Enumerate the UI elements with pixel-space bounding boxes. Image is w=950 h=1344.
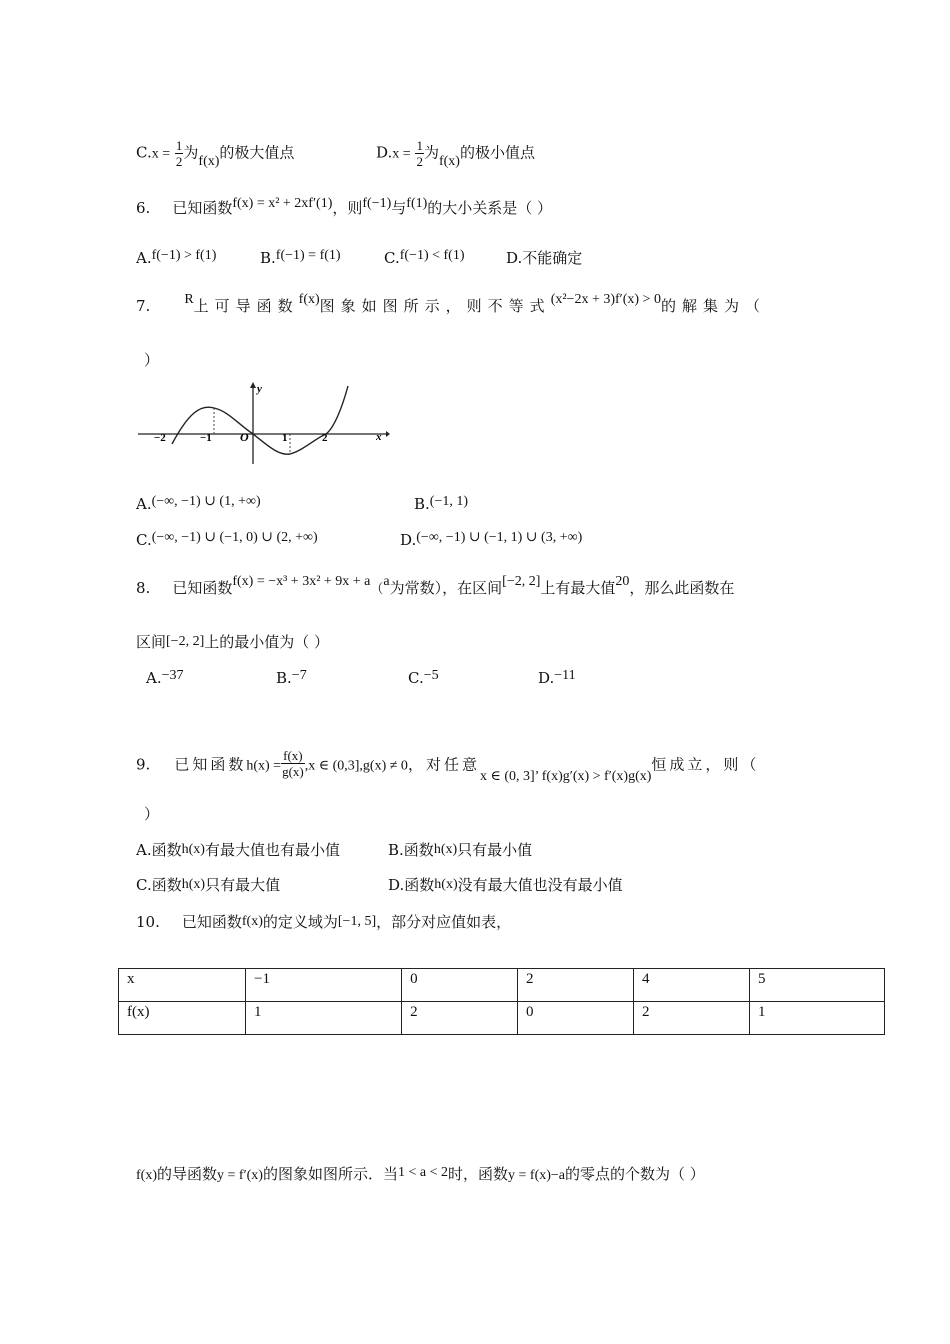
q7-stem: 7. R上可导函数f(x)图象如图所示，则不等式(x²−2x + 3)f′(x) > 0的解集为（ (136, 292, 766, 315)
table-cell: x (119, 969, 246, 1002)
label-y: y (257, 383, 262, 395)
q8-stem: 8. 已知函数f(x) = −x³ + 3x² + 9x + a（a为常数），在区间[−2, 2]上有最大值20，那么此函数在 (136, 574, 735, 597)
fraction: $\frac{1}{2}$ (175, 138, 183, 169)
table-cell: 0 (518, 1002, 634, 1035)
fraction: $\frac{f(x)}{g(x)}$ (282, 748, 304, 779)
label-2: 2 (322, 432, 328, 444)
label-origin: O (240, 430, 249, 444)
fraction: $\frac{1}{2}$ (416, 138, 423, 169)
q6-options: A.f(−1) > f(1) B.f(−1) = f(1) C.f(−1) < f(1) D.不能确定 (136, 248, 583, 267)
q8-stem-line2: 区间[−2, 2]上的最小值为（ ） (136, 633, 330, 651)
x-axis-arrow (386, 431, 390, 437)
q7-option-d: D.(−∞, −1) ∪ (−1, 1) ∪ (3, +∞) (400, 530, 583, 549)
q9-option-b: B.函数h(x)只有最小值 (388, 841, 533, 859)
q7-close-paren: ） (144, 351, 160, 369)
q9-close-paren: ） (144, 805, 160, 823)
table-row (119, 1002, 885, 1035)
q7-option-a: A.(−∞, −1) ∪ (1, +∞) (136, 494, 261, 513)
q10-stem: 10. 已知函数f(x)的定义域为[−1, 5]，部分对应值如表， (136, 913, 512, 931)
q6-stem: 6. 已知函数f(x) = x² + 2xf′(1)，则f(−1)与f(1)的大小关系是（ ） (136, 196, 553, 217)
y-axis-arrow (250, 382, 256, 388)
q10-value-table (118, 968, 885, 1035)
label-minus-1: −1 (200, 432, 212, 444)
q5-option-d: D.x = $\frac{1}{2}$ 为f(x)的极小值点 (376, 138, 535, 169)
q8-options: A.−37 B.−7 C.−5 D.−11 (146, 668, 576, 687)
table-cell: 2 (402, 1002, 518, 1035)
q7-derivative-graph (136, 378, 392, 468)
table-row (119, 969, 885, 1002)
q7-option-c: C.(−∞, −1) ∪ (−1, 0) ∪ (2, +∞) (136, 530, 318, 549)
label-1: 1 (282, 432, 288, 444)
table-cell: −1 (246, 969, 402, 1002)
q9-option-a: A.函数h(x)有最大值也有最小值 (136, 841, 340, 859)
q9-option-d: D.函数h(x)没有最大值也没有最小值 (388, 876, 623, 894)
label-x: x (376, 431, 382, 443)
table-cell: 2 (518, 969, 634, 1002)
table-cell: 1 (750, 1002, 885, 1035)
q9-option-c: C.函数h(x)只有最大值 (136, 876, 281, 894)
label-minus-2: −2 (154, 432, 166, 444)
table-cell: 0 (402, 969, 518, 1002)
q9-stem: 9. 已知函数h(x) = $\frac{f(x)}{g(x)}$ ,x ∈ (0,3],g(x) ≠ 0，对任意x ∈ (0, 3]’ f(x)g′(x) > f′(x)g(x)恒成立，则（ (136, 748, 760, 784)
q10-bottom-text: f(x)的导函数y = f′(x)的图象如图所示．当1 < a < 2时，函数y = f(x)−a的零点的个数为（ ） (136, 1165, 705, 1183)
table-cell: f(x) (119, 1002, 246, 1035)
q7-option-b: B.(−1, 1) (414, 494, 469, 513)
table-cell: 2 (634, 1002, 750, 1035)
q5-option-c: C.x = $\frac{1}{2}$ 为f(x)的极大值点 (136, 138, 295, 169)
table-cell: 1 (246, 1002, 402, 1035)
table-cell: 5 (750, 969, 885, 1002)
table-cell: 4 (634, 969, 750, 1002)
